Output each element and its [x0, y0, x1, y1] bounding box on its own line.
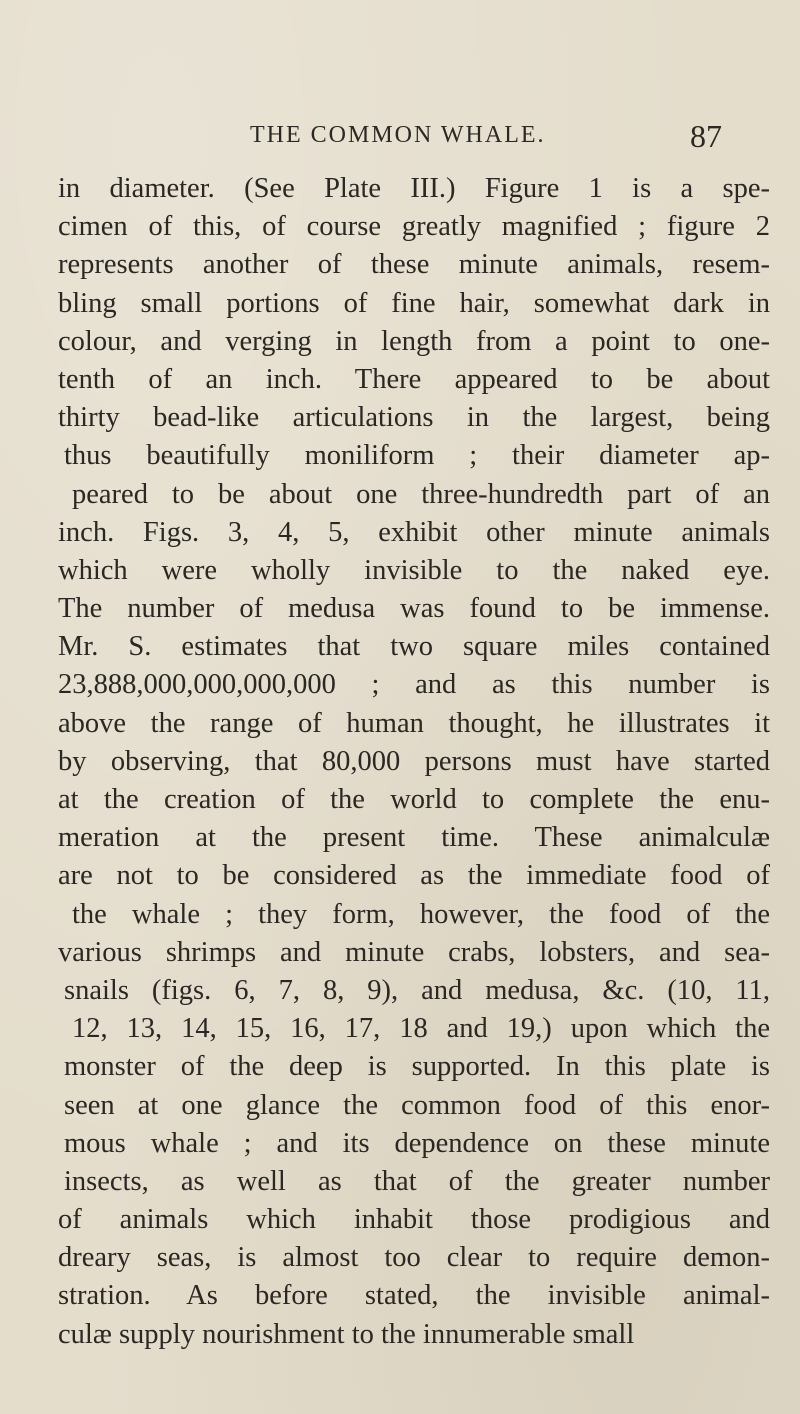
- text-line: dreary seas, is almost too clear to require demon-: [58, 1242, 770, 1274]
- text-line: the whale ; they form, however, the food of the: [72, 898, 770, 930]
- text-line: 23,888,000,000,000,000 ; and as this number is: [58, 669, 770, 701]
- text-line: bling small portions of fine hair, somewhat dark in: [58, 287, 770, 319]
- body-text: [58, 170, 770, 1354]
- text-line: Mr. S. estimates that two square miles contained: [58, 631, 770, 663]
- text-line: stration. As before stated, the invisible animal-: [58, 1280, 770, 1312]
- page-number: 87: [690, 118, 722, 154]
- text-line: are not to be considered as the immediate food of: [58, 860, 770, 892]
- text-line: The number of medusa was found to be immense.: [58, 593, 770, 625]
- text-line: meration at the present time. These animalculæ: [58, 822, 770, 854]
- running-head: [0, 118, 800, 158]
- text-line: monster of the deep is supported. In this plate is: [64, 1051, 770, 1083]
- text-line: at the creation of the world to complete the enu-: [58, 784, 770, 815]
- text-line: tenth of an inch. There appeared to be about: [58, 363, 770, 395]
- text-line: which were wholly invisible to the naked eye.: [58, 554, 770, 586]
- text-line: thirty bead-like articulations in the largest, being: [58, 402, 770, 434]
- text-line: in diameter. (See Plate III.) Figure 1 is a spe-: [58, 173, 770, 204]
- text-line: 12, 13, 14, 15, 16, 17, 18 and 19,) upon which the: [72, 1013, 770, 1045]
- text-line: snails (figs. 6, 7, 8, 9), and medusa, &c. (10, 11,: [64, 974, 770, 1006]
- text-line: culæ supply nourishment to the innumerable small: [58, 1318, 635, 1350]
- text-line: of animals which inhabit those prodigious and: [58, 1204, 770, 1236]
- text-line: inch. Figs. 3, 4, 5, exhibit other minute animals: [58, 516, 770, 548]
- text-line: by observing, that 80,000 persons must have started: [58, 745, 770, 777]
- text-line: insects, as well as that of the greater number: [64, 1165, 770, 1197]
- text-line: seen at one glance the common food of this enor-: [64, 1089, 770, 1121]
- text-line: various shrimps and minute crabs, lobsters, and sea-: [58, 936, 770, 968]
- text-line: colour, and verging in length from a point to one-: [58, 325, 770, 357]
- text-line: peared to be about one three-hundredth part of an: [72, 478, 770, 510]
- running-title: THE COMMON WHALE.: [250, 122, 546, 148]
- text-line: represents another of these minute animals, resem-: [58, 249, 770, 281]
- text-line: thus beautifully moniliform ; their diameter ap-: [64, 440, 770, 472]
- text-line: cimen of this, of course greatly magnified ; figure 2: [58, 211, 770, 243]
- text-line: above the range of human thought, he illustrates it: [58, 707, 770, 739]
- text-line: mous whale ; and its dependence on these minute: [64, 1127, 770, 1159]
